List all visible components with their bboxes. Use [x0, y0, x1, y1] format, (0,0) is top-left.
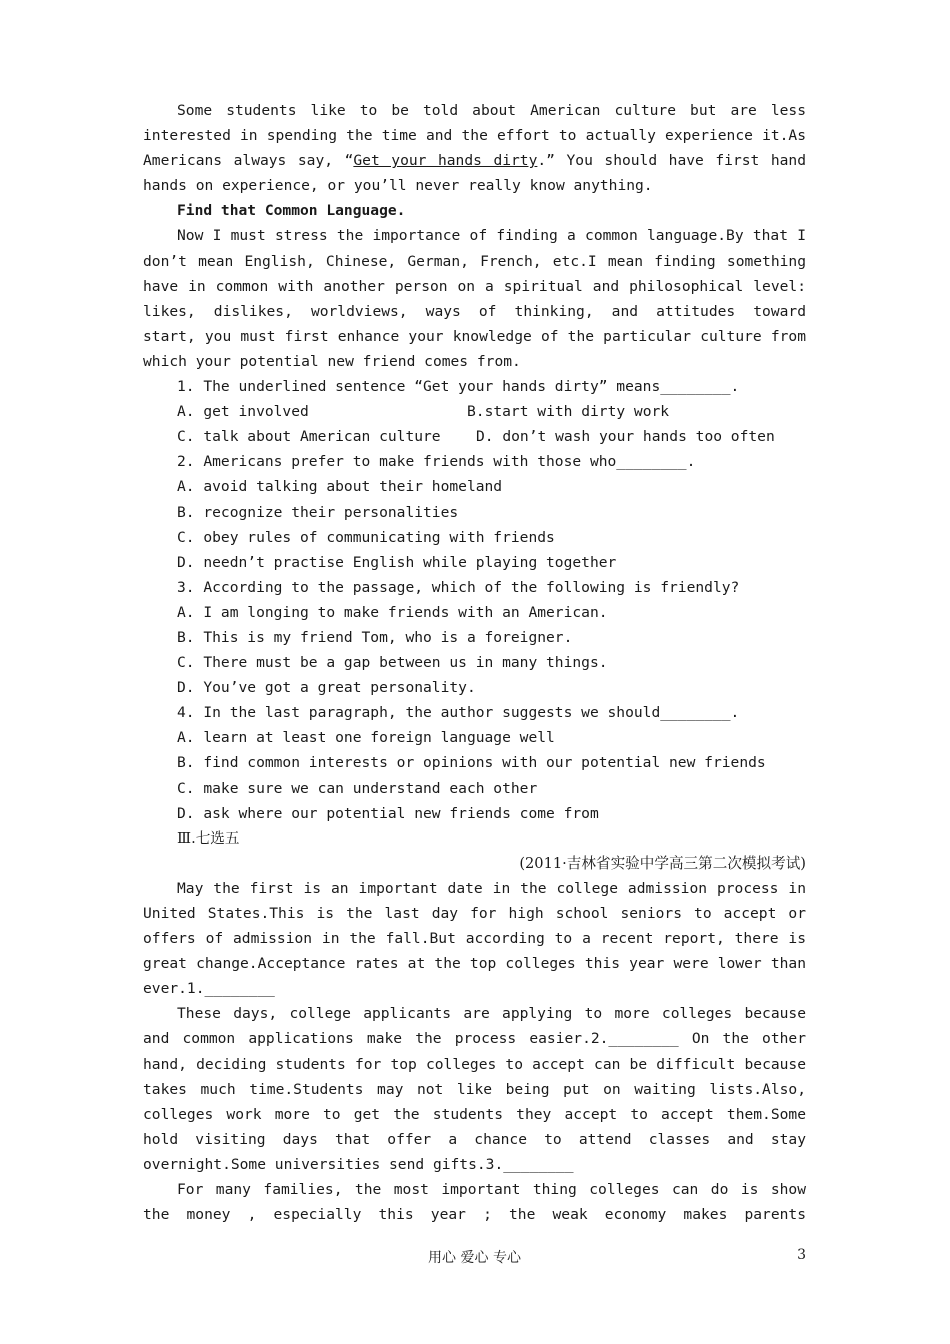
paragraph-line: likes, dislikes, worldviews, ways of thinking, and attitudes toward — [143, 302, 806, 320]
paragraph-line: Some students like to be told about American culture but are less — [177, 102, 806, 119]
paragraph-line: don’t mean English, Chinese, German, French, etc.I mean finding something — [143, 252, 806, 270]
question-stem: 4. In the last paragraph, the author suggests we should________. — [177, 704, 740, 722]
paragraph-line: takes much time.Students may not like being put on waiting lists.Also, — [143, 1080, 806, 1098]
underlined-sentence: Get your hands dirty — [353, 152, 538, 170]
option: D. ask where our potential new friends come from — [177, 804, 599, 822]
paragraph-line: May the first is an important date in the college admission process in — [177, 879, 806, 897]
paragraph-line: ever.1.________ — [143, 980, 275, 998]
source-note: (2011·吉林省实验中学高三第二次模拟考试) — [519, 854, 806, 872]
paragraph-line: United States.This is the last day for high school seniors to accept or — [143, 905, 806, 922]
option: C. talk about American culture — [177, 428, 441, 446]
paragraph-line: hands on experience, or you’ll never really know anything. — [143, 177, 653, 195]
option: C. There must be a gap between us in many things. — [177, 654, 608, 672]
option: A. I am longing to make friends with an American. — [177, 603, 608, 621]
paragraph-line: colleges work more to get the students they accept to accept them.Some — [143, 1105, 806, 1123]
section-heading: Find that Common Language. — [177, 202, 406, 220]
option: A. avoid talking about their homeland — [177, 478, 503, 496]
paragraph-line: have in common with another person on a spiritual and philosophical level: — [143, 277, 806, 295]
paragraph-line: start, you must first enhance your knowledge of the particular culture from — [143, 327, 806, 345]
footer-motto: 用心 爱心 专心 — [428, 1250, 521, 1266]
option: B. This is my friend Tom, who is a foreigner. — [177, 628, 573, 646]
question-stem: 3. According to the passage, which of the following is friendly? — [177, 578, 740, 596]
option: B. find common interests or opinions with our potential new friends — [177, 754, 766, 772]
option: D. You’ve got a great personality. — [177, 679, 476, 697]
page-number: 3 — [797, 1247, 806, 1263]
document-page — [143, 98, 806, 1227]
option: A. get involved — [177, 403, 309, 421]
paragraph-line: interested in spending the time and the effort to actually experience it.As — [143, 127, 806, 145]
paragraph-line: Now I must stress the importance of finding a common language.By that I — [177, 227, 806, 245]
paragraph-line: the money , especially this year ; the weak economy makes parents — [143, 1206, 806, 1224]
option: A. learn at least one foreign language well — [177, 729, 555, 747]
page-footer — [143, 1247, 806, 1269]
option: C. make sure we can understand each other — [177, 779, 538, 797]
paragraph-line: hold visiting days that offer a chance to attend classes and stay — [143, 1130, 806, 1148]
paragraph-line: hand, deciding students for top colleges to accept can be difficult because — [143, 1055, 806, 1073]
paragraph-line: and common applications make the process easier.2.________ On the other — [143, 1030, 806, 1048]
option: B. recognize their personalities — [177, 503, 459, 521]
question-stem: 2. Americans prefer to make friends with those who________. — [177, 453, 696, 471]
paragraph-line: For many families, the most important thing colleges can do is show — [177, 1181, 806, 1199]
paragraph-line: These days, college applicants are applying to more colleges because — [177, 1005, 806, 1023]
paragraph-line: which your potential new friend comes from. — [143, 352, 521, 370]
option: D. don’t wash your hands too often — [476, 428, 775, 446]
paragraph-line: great change.Acceptance rates at the top colleges this year were lower than — [143, 955, 806, 973]
section-title: Ⅲ.七选五 — [177, 829, 240, 847]
paragraph-line: offers of admission in the fall.But according to a recent report, there is — [143, 930, 806, 948]
option: B.start with dirty work — [467, 403, 670, 421]
option-row — [143, 399, 806, 424]
question-stem: 1. The underlined sentence “Get your hands dirty” means________. — [177, 378, 740, 396]
paragraph-line: Americans always say, “Get your hands dirty.” You should have first hand — [143, 152, 806, 170]
option: D. needn’t practise English while playing together — [177, 553, 617, 571]
option-row — [143, 424, 806, 449]
paragraph-line: overnight.Some universities send gifts.3.________ — [143, 1155, 574, 1173]
option: C. obey rules of communicating with friends — [177, 528, 555, 546]
